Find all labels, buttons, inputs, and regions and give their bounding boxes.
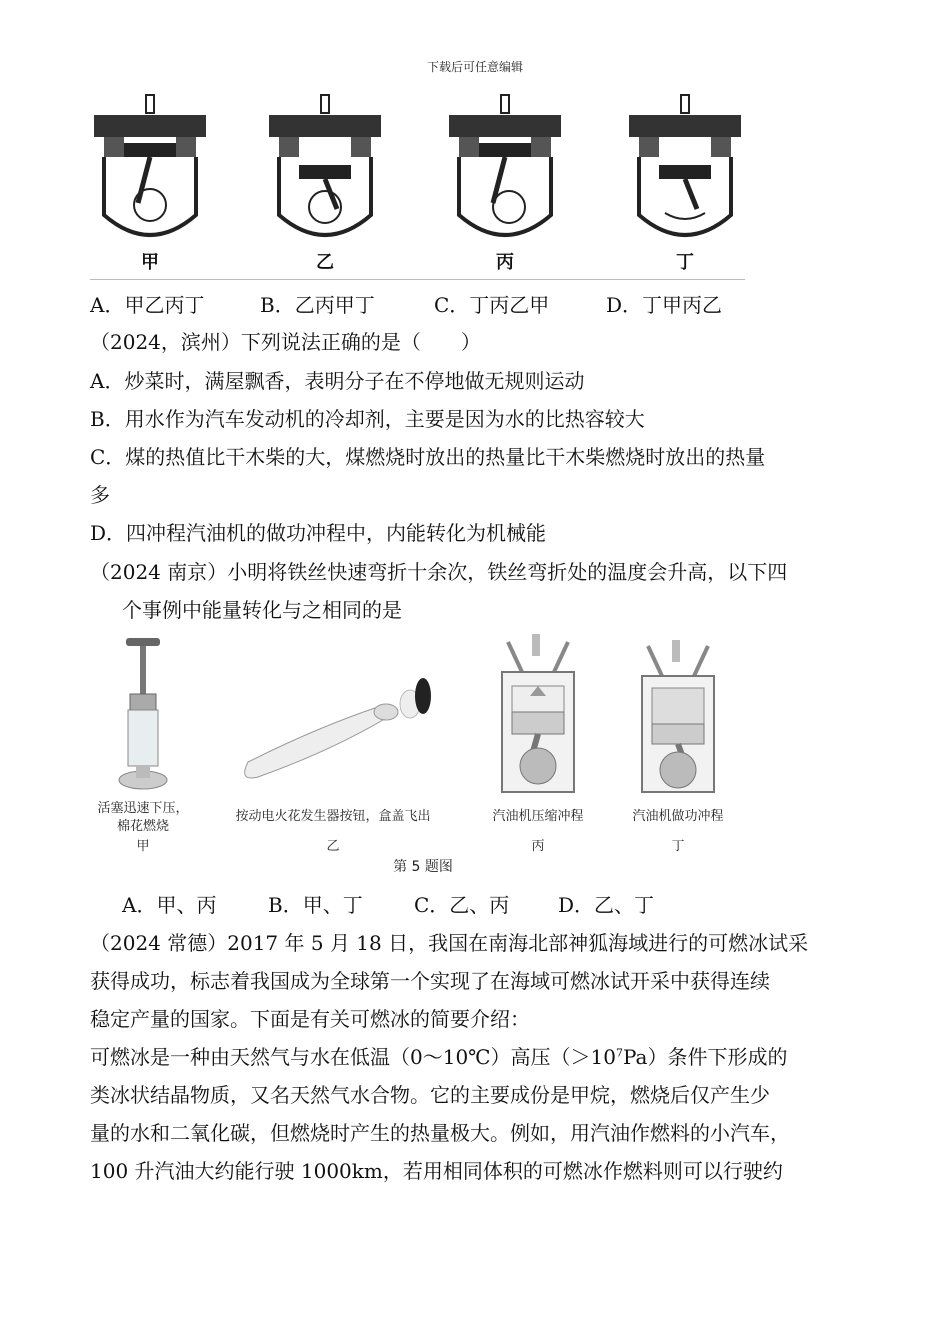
binzhou-option-c-line2: 多 (90, 483, 110, 507)
changde-line4-part1: 可燃冰是一种由天然气与水在低温（0～10℃）高压（＞10 (90, 1045, 616, 1069)
figure-cell-bing (473, 632, 593, 882)
engine-diagram-jia (90, 85, 210, 280)
caption-bing: 汽油机压缩冲程 (492, 809, 584, 824)
changde-line6: 量的水和二氧化碳，但燃烧时产生的热量极大。例如，用汽油作燃料的小汽车， (90, 1121, 790, 1145)
label-jia: 甲 (136, 839, 150, 854)
caption-ding: 汽油机做功冲程 (632, 809, 724, 824)
label-ding: 丁 (671, 839, 685, 854)
caption-jia (88, 800, 198, 836)
option-d: D．乙、丁 (558, 893, 655, 917)
binzhou-option-b: B．用水作为汽车发动机的冷却剂，主要是因为水的比热容较大 (90, 407, 645, 431)
binzhou-option-d: D．四冲程汽油机的做功冲程中，内能转化为机械能 (90, 521, 547, 545)
changde-line3: 稳定产量的国家。下面是有关可燃冰的简要介绍： (90, 1007, 530, 1031)
label-yi: 乙 (326, 839, 340, 854)
binzhou-stem: （2024，滨州）下列说法正确的是（ ） (90, 330, 481, 354)
option-c: C．乙、丙 (414, 893, 510, 917)
nanjing-stem-line2: 个事例中能量转化与之相同的是 (122, 598, 402, 622)
engine-diagram-ding (625, 85, 745, 280)
engine-label-ding: 丁 (676, 252, 694, 273)
engine-strokes-figure (90, 85, 745, 280)
binzhou-option-c-line1: C．煤的热值比干木柴的大，煤燃烧时放出的热量比干木柴燃烧时放出的热量 (90, 445, 766, 469)
figure-title: 第 5 题图 (393, 859, 453, 875)
page-header-note: 下载后可任意编辑 (426, 60, 523, 74)
prev-question-options (90, 291, 722, 319)
engine-diagram-yi (265, 85, 385, 280)
engine-diagram-bing (445, 85, 565, 280)
changde-line7: 100 升汽油大约能行驶 1000km，若用相同体积的可燃冰作燃料则可以行驶约 (90, 1159, 783, 1183)
option-c: C．丁丙乙甲 (434, 293, 550, 317)
option-b: B．乙丙甲丁 (260, 293, 375, 317)
caption-jia-line2: 棉花燃烧 (116, 819, 169, 834)
engine-label-yi: 乙 (316, 252, 334, 273)
engine-label-jia: 甲 (141, 252, 159, 273)
caption-yi: 按动电火花发生器按钮，盒盖飞出 (235, 809, 431, 824)
binzhou-option-a: A．炒菜时，满屋飘香，表明分子在不停地做无规则运动 (90, 369, 585, 393)
option-b: B．甲、丁 (268, 893, 363, 917)
figure-bottom-rule (90, 279, 745, 280)
label-bing: 丙 (531, 839, 545, 854)
changde-line1: （2024 常德）2017 年 5 月 18 日，我国在南海北部神狐海域进行的可燃冰试采 (90, 931, 809, 955)
option-a: A．甲乙丙丁 (90, 293, 205, 317)
option-a: A．甲、丙 (122, 893, 217, 917)
option-d: D．丁甲丙乙 (606, 293, 723, 317)
nanjing-options (122, 891, 654, 919)
nanjing-stem-line1: （2024 南京）小明将铁丝快速弯折十余次，铁丝弯折处的温度会升高，以下四 (90, 560, 788, 584)
figure-cell-jia (88, 632, 198, 882)
changde-line2: 获得成功，标志着我国成为全球第一个实现了在海域可燃冰试开采中获得连续 (90, 969, 770, 993)
changde-line4-exponent: 7 (616, 1046, 623, 1060)
changde-line4-part2: Pa）条件下形成的 (623, 1045, 788, 1069)
figure-cell-yi (218, 632, 448, 882)
question5-figure (88, 632, 748, 882)
changde-line5: 类冰状结晶物质，又名天然气水合物。它的主要成份是甲烷，燃烧后仅产生少 (90, 1083, 770, 1107)
changde-line4 (90, 1043, 787, 1071)
figure-cell-ding (613, 632, 743, 882)
caption-jia-line1: 活塞迅速下压， (97, 801, 189, 816)
engine-label-bing: 丙 (496, 252, 514, 273)
